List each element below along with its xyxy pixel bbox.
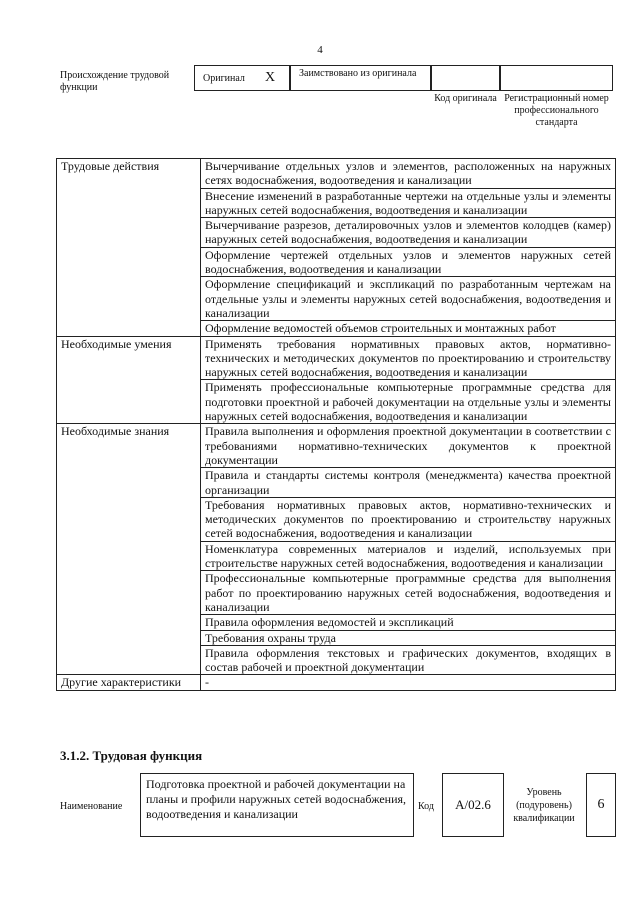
section-title: 3.1.2. Трудовая функция <box>60 748 203 763</box>
table-row <box>57 336 616 380</box>
row-item-text: Внесение изменений в разработанные чертежи на отдельные узлы и элементы наружных сетей водоснабжения, водоотведения и канализации <box>201 188 616 218</box>
code-label: Код <box>418 801 434 812</box>
name-value: Подготовка проектной и рабочей документации на планы и профили наружных сетей водоснабжения, водоотведения и канализации <box>140 773 414 837</box>
origin-original-mark: X <box>265 70 276 85</box>
origin-original-label: Оригинал <box>203 73 245 84</box>
row-item-text: Правила и стандарты системы контроля (менеджмента) качества проектной организации <box>201 468 616 498</box>
row-item-text: Требования нормативных правовых актов, нормативно-технических и методических документов по проектированию и строительству наружных сетей водоснабжения, водоотведения и канализации <box>201 497 616 541</box>
origin-reg-cell <box>500 65 613 91</box>
reg-caption: Регистрационный номер профессионального стандарта <box>504 93 609 128</box>
row-item-text: Вычерчивание разрезов, деталировочных узлов и элементов колодцев (камер) наружных сетей водоснабжения, водоотведения и канализации <box>201 218 616 248</box>
row-category-label: Другие характеристики <box>57 675 201 690</box>
origin-code-cell <box>431 65 500 91</box>
origin-original-cell <box>194 65 290 91</box>
row-category-label: Трудовые действия <box>57 159 201 337</box>
code-value: A/02.6 <box>442 773 504 837</box>
row-category-label: Необходимые умения <box>57 336 201 424</box>
row-item-text: Применять требования нормативных правовых актов, нормативно-технических и методических документов по проектированию и строительству наружных сетей водоснабжения, водоотведения и канализации <box>201 336 616 380</box>
table-row <box>57 159 616 189</box>
row-item-text: Оформление чертежей отдельных узлов и элементов наружных сетей водоснабжения, водоотведения и канализации <box>201 247 616 277</box>
page-number: 4 <box>317 44 323 56</box>
origin-label: Происхождение трудовой функции <box>60 70 170 93</box>
row-item-text: Оформление ведомостей объемов строительных и монтажных работ <box>201 321 616 336</box>
level-value: 6 <box>586 773 616 837</box>
row-item-text: Профессиональные компьютерные программные средства для выполнения работ по проектированию наружных сетей водоснабжения, водоотведения и канализации <box>201 571 616 615</box>
row-item-text: Номенклатура современных материалов и изделий, используемых при строительстве наружных сетей водоснабжения, водоотведения и канализации <box>201 541 616 571</box>
row-item-text: Правила оформления текстовых и графических документов, входящих в состав рабочей и проектной документации <box>201 645 616 675</box>
name-label: Наименование <box>60 801 123 812</box>
function-details-table <box>56 158 616 691</box>
row-item-text: - <box>201 675 616 690</box>
row-item-text: Требования охраны труда <box>201 630 616 645</box>
row-item-text: Вычерчивание отдельных узлов и элементов, расположенных на наружных сетях водоснабжения, водоотведения и канализации <box>201 159 616 189</box>
row-item-text: Оформление спецификаций и экспликаций по разработанным чертежам на отдельные узлы и элементы наружных сетей водоснабжения, водоотведения и канализации <box>201 277 616 321</box>
row-item-text: Правила выполнения и оформления проектной документации в соответствии с требованиями нормативно-технических документов к проектной документации <box>201 424 616 468</box>
row-item-text: Применять профессиональные компьютерные программные средства для подготовки проектной и рабочей документации на отдельные узлы и элементы наружных сетей водоснабжения, водоотведения и канализации <box>201 380 616 424</box>
table-row <box>57 675 616 690</box>
row-item-text: Правила оформления ведомостей и экспликаций <box>201 615 616 630</box>
table-row <box>57 424 616 468</box>
origin-borrowed-label: Заимствовано из оригинала <box>299 68 417 79</box>
row-category-label: Необходимые знания <box>57 424 201 675</box>
level-label: Уровень (подуровень) квалификации <box>513 787 575 824</box>
origin-borrowed-cell <box>290 65 431 91</box>
code-caption: Код оригинала <box>434 93 497 104</box>
